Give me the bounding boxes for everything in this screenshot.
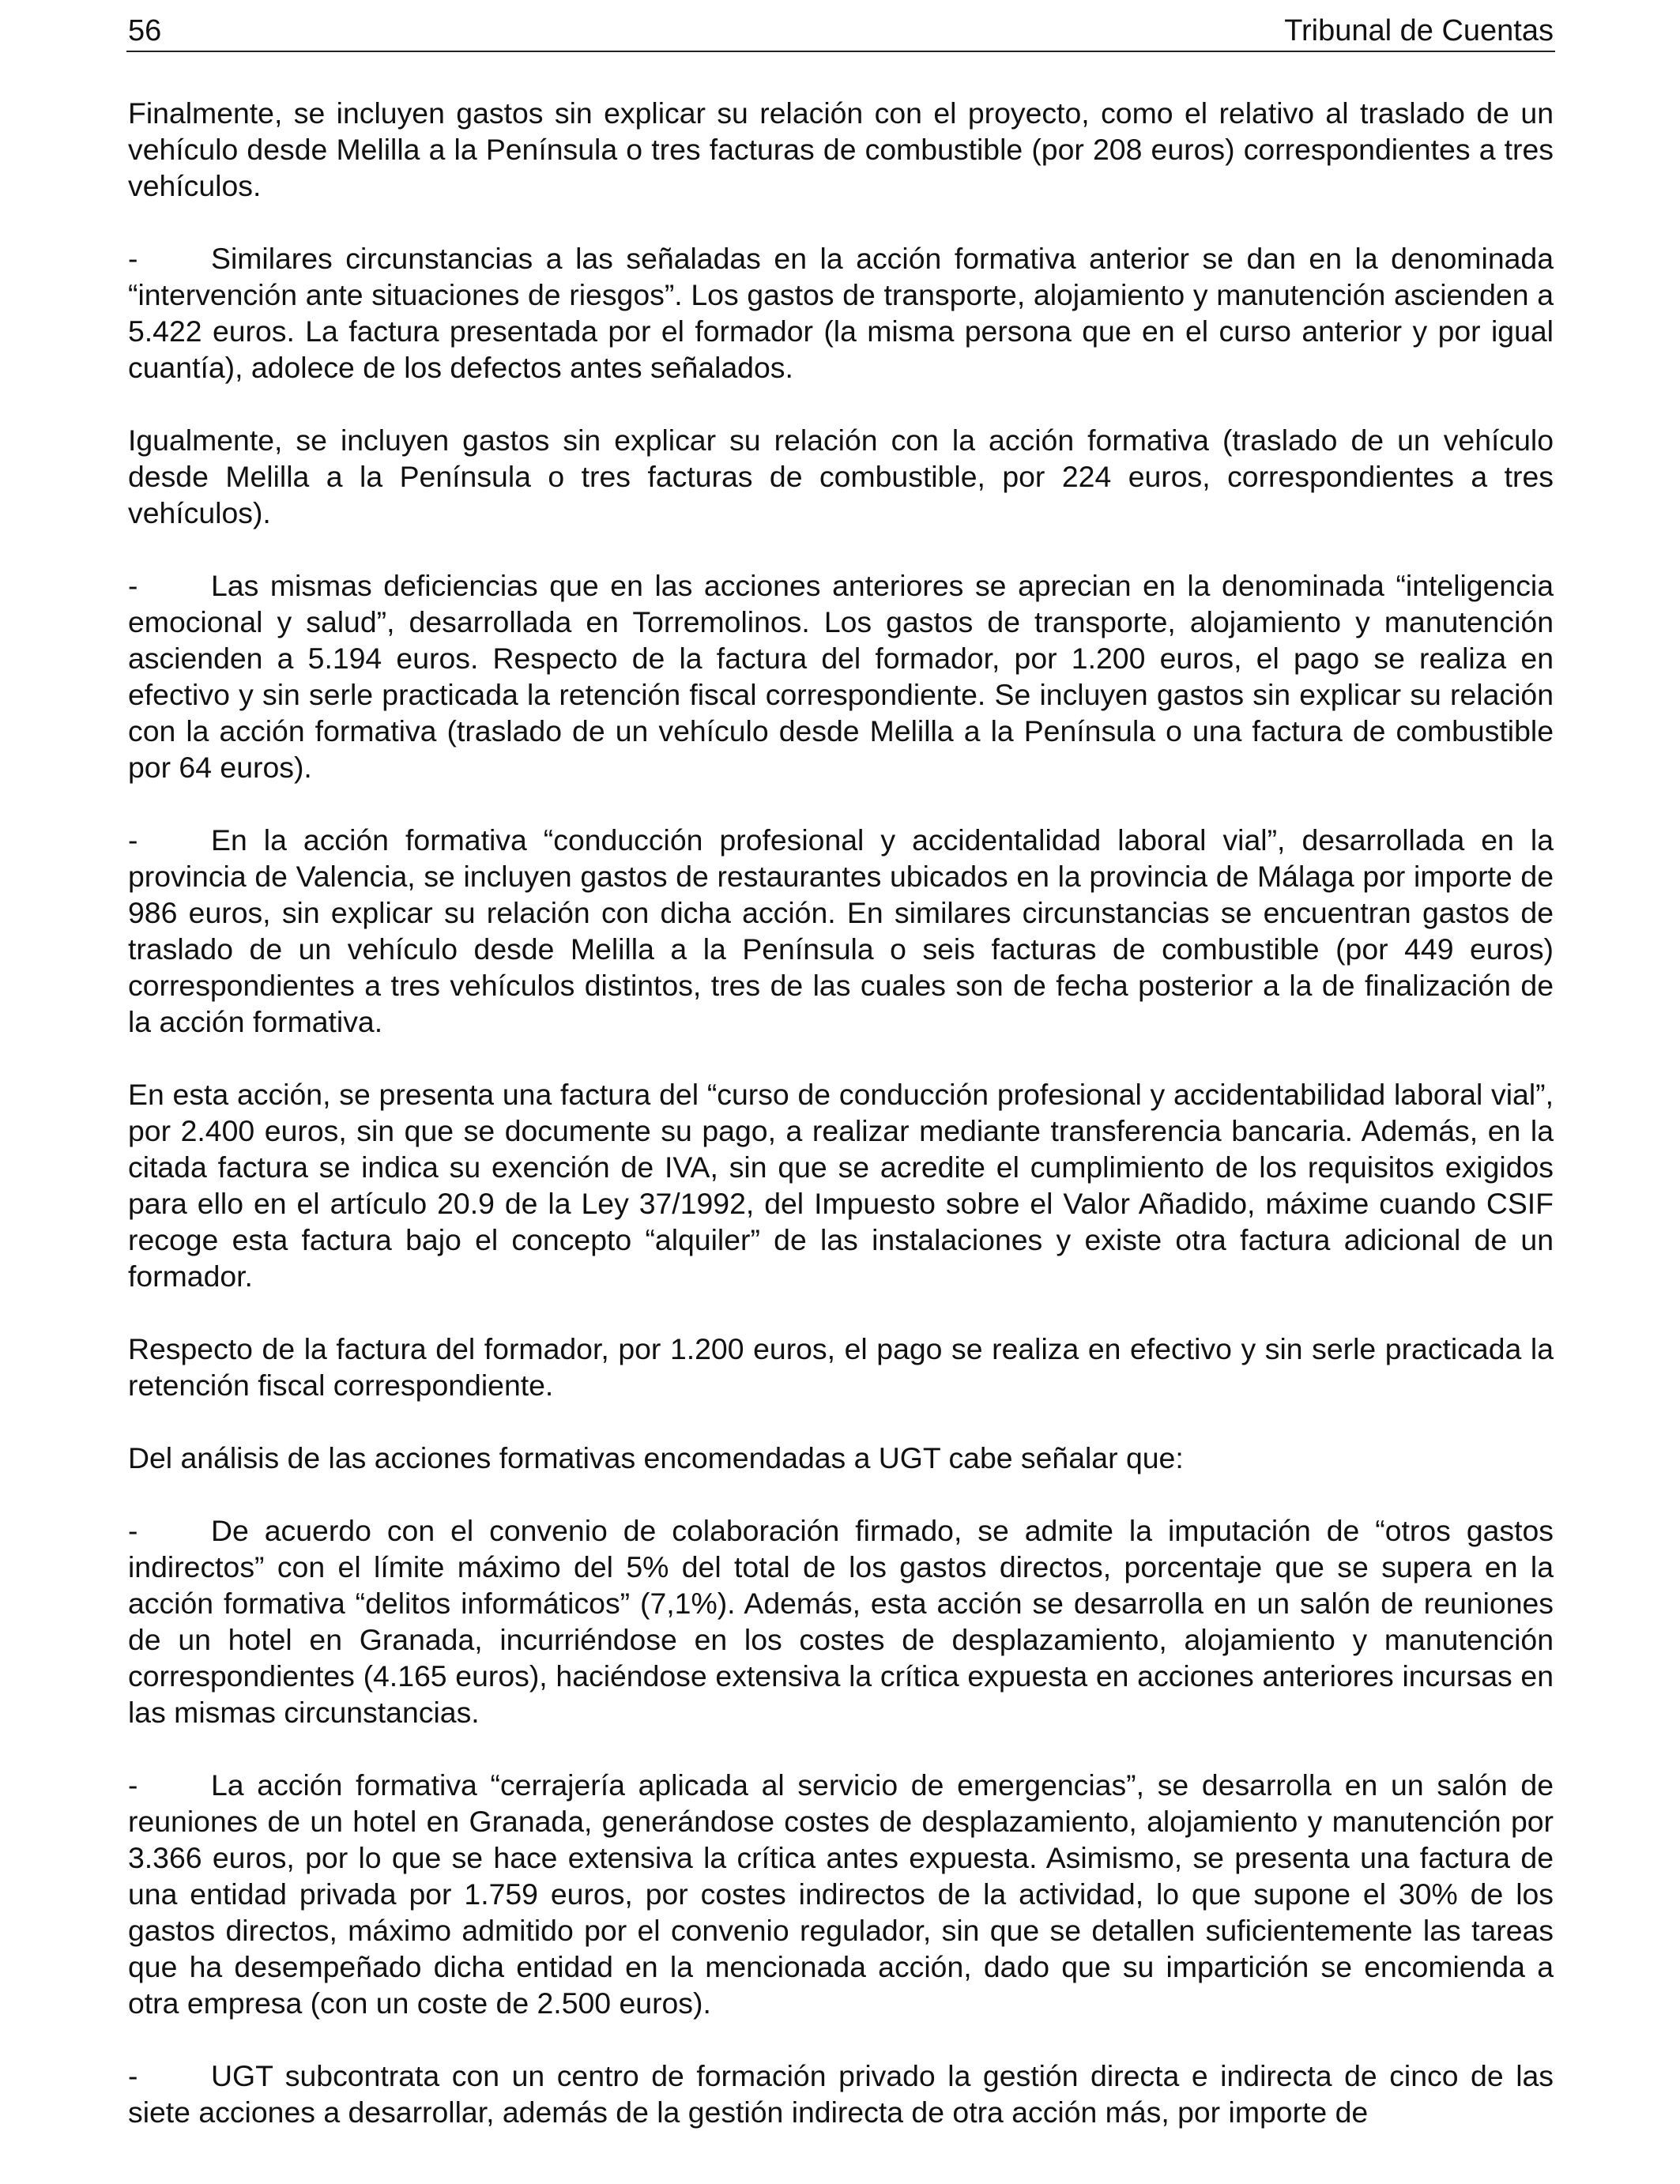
paragraph-text: Similares circunstancias a las señaladas en la acción formativa anterior se dan en la denominada “intervención ante situaciones de riesgos”. Los gastos de transporte, alojamiento y manutención ascienden a 5.422 euros. La factura presentada por el formador (la misma persona que en el curso anterior y por igual cuantía), adolece de los defectos antes señalados. [128, 242, 1554, 384]
paragraph [128, 422, 1554, 531]
bullet-dash: - [128, 569, 138, 602]
bullet-dash: - [128, 242, 138, 275]
running-title: Tribunal de Cuentas [1284, 14, 1554, 47]
bullet-dash: - [128, 823, 138, 857]
paragraph-text: Respecto de la factura del formador, por 1.200 euros, el pago se realiza en efectivo y sin serle practicada la retención fiscal correspondiente. [128, 1332, 1554, 1402]
bullet-paragraph [128, 822, 1554, 1040]
bullet-paragraph [128, 1512, 1554, 1730]
bullet-dash: - [128, 2059, 138, 2092]
bullet-paragraph [128, 567, 1554, 785]
paragraph-text: Las mismas deficiencias que en las acciones anteriores se aprecian en la denominada “inteligencia emocional y salud”, desarrollada en Torremolinos. Los gastos de transporte, alojamiento y manutención ascienden a 5.194 euros. Respecto de la factura del formador, por 1.200 euros, el pago se realiza en efectivo y sin serle practicada la retención fiscal correspondiente. Se incluyen gastos sin explicar su relación con la acción formativa (traslado de un vehículo desde Melilla a la Península o una factura de combustible por 64 euros). [128, 569, 1554, 784]
paragraph [128, 1331, 1554, 1403]
bullet-paragraph [128, 1767, 1554, 2021]
paragraph-text: Igualmente, se incluyen gastos sin explicar su relación con la acción formativa (traslado de un vehículo desde Melilla a la Península o tres facturas de combustible, por 224 euros, correspondientes a tres vehículos). [128, 424, 1554, 529]
bullet-paragraph [128, 240, 1554, 386]
paragraph [128, 95, 1554, 204]
paragraph-text: Del análisis de las acciones formativas encomendadas a UGT cabe señalar que: [128, 1441, 1184, 1474]
paragraph-text: La acción formativa “cerrajería aplicada al servicio de emergencias”, se desarrolla en un salón de reuniones de un hotel en Granada, generándose costes de desplazamiento, alojamiento y manutención por 3.366 euros, por lo que se hace extensiva la crítica antes expuesta. Asimismo, se presenta una factura de una entidad privada por 1.759 euros, por costes indirectos de la actividad, lo que supone el 30% de los gastos directos, máximo admitido por el convenio regulador, sin que se detallen suficientemente las tareas que ha desempeñado dicha entidad en la mencionada acción, dado que su impartición se encomienda a otra empresa (con un coste de 2.500 euros). [128, 1768, 1554, 2020]
page-header [126, 9, 1555, 52]
bullet-dash: - [128, 1768, 138, 1802]
paragraph-text: En esta acción, se presenta una factura del “curso de conducción profesional y accidentabilidad laboral vial”, por 2.400 euros, sin que se documente su pago, a realizar mediante transferencia bancaria. Además, en la citada factura se indica su exención de IVA, sin que se acredite el cumplimiento de los requisitos exigidos para ello en el artículo 20.9 de la Ley 37/1992, del Impuesto sobre el Valor Añadido, máxime cuando CSIF recoge esta factura bajo el concepto “alquiler” de las instalaciones y existe otra factura adicional de un formador. [128, 1078, 1554, 1293]
paragraph [128, 1076, 1554, 1294]
paragraph [128, 1440, 1554, 1476]
page-number: 56 [128, 14, 162, 47]
paragraph-text: Finalmente, se incluyen gastos sin explicar su relación con el proyecto, como el relativo al traslado de un vehículo desde Melilla a la Península o tres facturas de combustible (por 208 euros) correspondientes a tres vehículos. [128, 96, 1554, 202]
bullet-paragraph [128, 2058, 1554, 2130]
body-text [128, 95, 1554, 2130]
bullet-dash: - [128, 1514, 138, 1547]
paragraph-text: UGT subcontrata con un centro de formación privado la gestión directa e indirecta de cinco de las siete acciones a desarrollar, además de la gestión indirecta de otra acción más, por importe de [128, 2059, 1554, 2129]
paragraph-text: De acuerdo con el convenio de colaboración firmado, se admite la imputación de “otros gastos indirectos” con el límite máximo del 5% del total de los gastos directos, porcentaje que se supera en la acción formativa “delitos informáticos” (7,1%). Además, esta acción se desarrolla en un salón de reuniones de un hotel en Granada, incurriéndose en los costes de desplazamiento, alojamiento y manutención correspondientes (4.165 euros), haciéndose extensiva la crítica expuesta en acciones anteriores incursas en las mismas circunstancias. [128, 1514, 1554, 1729]
paragraph-text: En la acción formativa “conducción profesional y accidentalidad laboral vial”, desarrollada en la provincia de Valencia, se incluyen gastos de restaurantes ubicados en la provincia de Málaga por importe de 986 euros, sin explicar su relación con dicha acción. En similares circunstancias se encuentran gastos de traslado de un vehículo desde Melilla a la Península o seis facturas de combustible (por 449 euros) correspondientes a tres vehículos distintos, tres de las cuales son de fecha posterior a la de finalización de la acción formativa. [128, 823, 1554, 1038]
